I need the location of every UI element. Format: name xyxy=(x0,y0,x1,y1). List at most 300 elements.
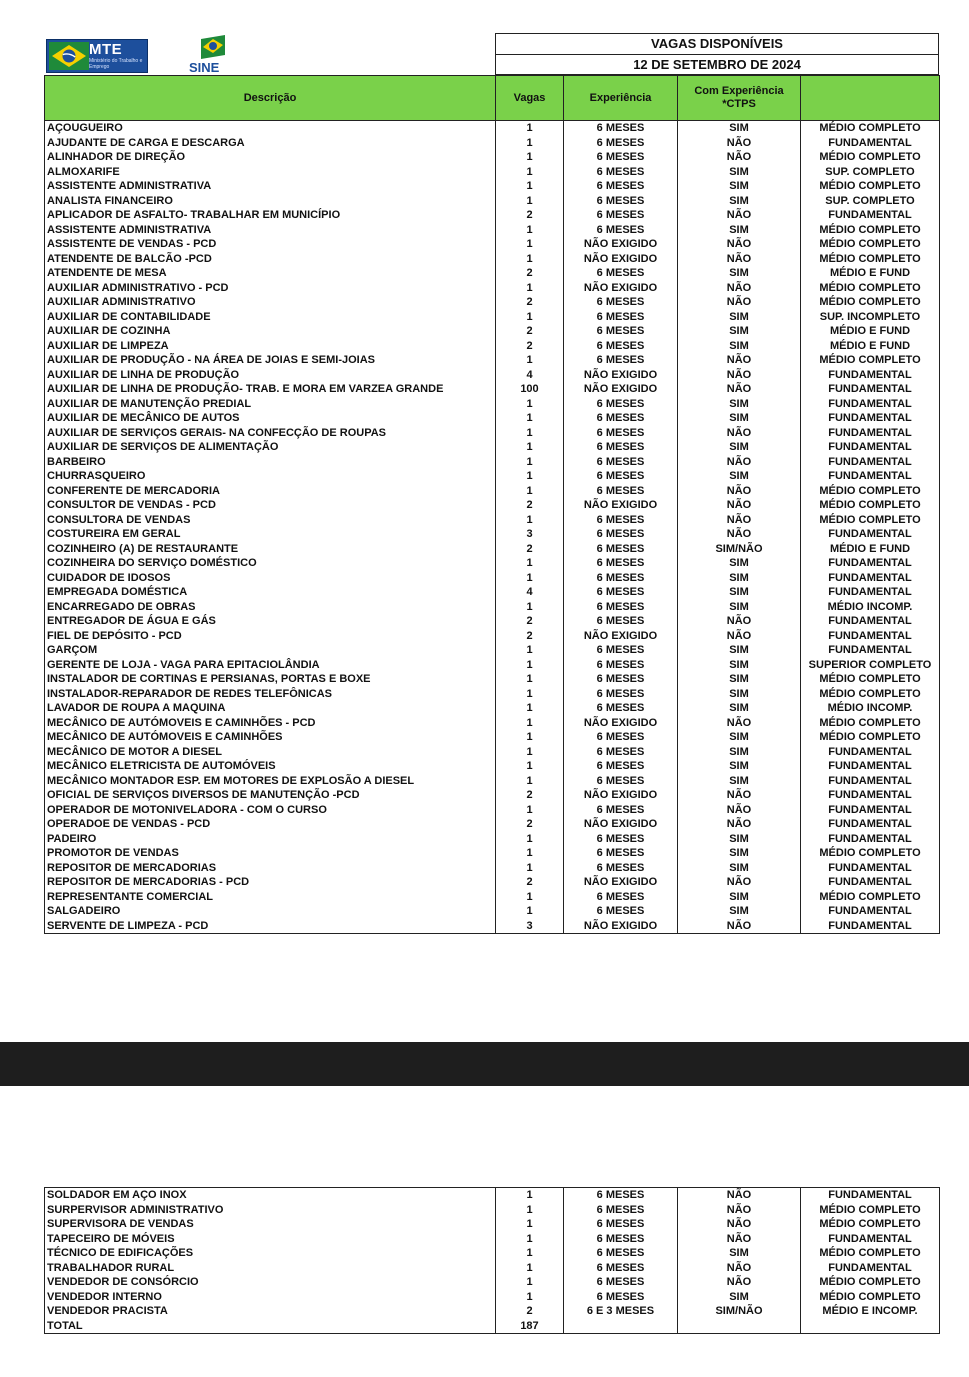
cell-experiencia: 6 MESES xyxy=(564,730,678,745)
cell-escolaridade: FUNDAMENTAL xyxy=(801,455,940,470)
cell-experiencia: 6 MESES xyxy=(564,585,678,600)
cell-vagas: 1 xyxy=(496,1275,564,1290)
cell-descricao: CONSULTORA DE VENDAS xyxy=(45,513,496,528)
table-row xyxy=(45,687,940,702)
cell-descricao: FIEL DE DEPÓSITO - PCD xyxy=(45,629,496,644)
cell-ctps: NÃO xyxy=(678,1188,801,1203)
cell-vagas: 1 xyxy=(496,411,564,426)
cell-vagas: 2 xyxy=(496,614,564,629)
cell-descricao: MECÂNICO DE AUTÓMOVEIS E CAMINHÕES - PCD xyxy=(45,716,496,731)
cell-descricao: ALINHADOR DE DIREÇÃO xyxy=(45,150,496,165)
cell-experiencia: 6 MESES xyxy=(564,266,678,281)
cell-escolaridade: MÉDIO COMPLETO xyxy=(801,252,940,267)
cell-descricao: ALMOXARIFE xyxy=(45,165,496,180)
cell-vagas: 4 xyxy=(496,368,564,383)
separator-band xyxy=(0,1042,969,1086)
cell-vagas: 1 xyxy=(496,846,564,861)
cell-escolaridade: FUNDAMENTAL xyxy=(801,1261,940,1276)
table-row xyxy=(45,295,940,310)
cell-descricao: SURPERVISOR ADMINISTRATIVO xyxy=(45,1203,496,1218)
cell-vagas: 1 xyxy=(496,745,564,760)
cell-ctps: NÃO xyxy=(678,803,801,818)
table-row xyxy=(45,701,940,716)
table-row xyxy=(45,556,940,571)
cell-escolaridade: MÉDIO COMPLETO xyxy=(801,281,940,296)
cell-descricao: SOLDADOR EM AÇO INOX xyxy=(45,1188,496,1203)
cell-experiencia: 6 MESES xyxy=(564,150,678,165)
cell-vagas: 1 xyxy=(496,469,564,484)
cell-experiencia xyxy=(564,1319,678,1334)
table-row xyxy=(45,875,940,890)
cell-experiencia: 6 MESES xyxy=(564,527,678,542)
cell-vagas: 1 xyxy=(496,1261,564,1276)
cell-vagas: 2 xyxy=(496,629,564,644)
table-row xyxy=(45,788,940,803)
cell-vagas: 1 xyxy=(496,150,564,165)
cell-ctps: SIM/NÃO xyxy=(678,1304,801,1319)
cell-escolaridade: FUNDAMENTAL xyxy=(801,1232,940,1247)
cell-experiencia: 6 MESES xyxy=(564,1203,678,1218)
cell-vagas: 1 xyxy=(496,571,564,586)
table-row xyxy=(45,440,940,455)
cell-ctps: SIM xyxy=(678,397,801,412)
cell-escolaridade: MÉDIO COMPLETO xyxy=(801,121,940,136)
cell-ctps: SIM xyxy=(678,165,801,180)
cell-ctps: NÃO xyxy=(678,484,801,499)
cell-experiencia: NÃO EXIGIDO xyxy=(564,817,678,832)
cell-vagas: 1 xyxy=(496,890,564,905)
cell-descricao: AUXILIAR DE MANUTENÇÃO PREDIAL xyxy=(45,397,496,412)
cell-vagas: 2 xyxy=(496,542,564,557)
cell-vagas: 1 xyxy=(496,672,564,687)
cell-escolaridade: MÉDIO COMPLETO xyxy=(801,223,940,238)
cell-vagas: 2 xyxy=(496,875,564,890)
table-row xyxy=(45,1275,940,1290)
cell-experiencia: NÃO EXIGIDO xyxy=(564,919,678,934)
cell-descricao: ANALISTA FINANCEIRO xyxy=(45,194,496,209)
cell-descricao: TRABALHADOR RURAL xyxy=(45,1261,496,1276)
cell-escolaridade: FUNDAMENTAL xyxy=(801,556,940,571)
cell-vagas: 1 xyxy=(496,426,564,441)
cell-descricao: COZINHEIRA DO SERVIÇO DOMÉSTICO xyxy=(45,556,496,571)
cell-ctps: SIM xyxy=(678,179,801,194)
cell-experiencia: NÃO EXIGIDO xyxy=(564,368,678,383)
cell-escolaridade: MÉDIO COMPLETO xyxy=(801,730,940,745)
cell-experiencia: 6 MESES xyxy=(564,1232,678,1247)
cell-descricao: EMPREGADA DOMÉSTICA xyxy=(45,585,496,600)
cell-vagas: 1 xyxy=(496,658,564,673)
cell-experiencia: NÃO EXIGIDO xyxy=(564,498,678,513)
cell-descricao: TÉCNICO DE EDIFICAÇÕES xyxy=(45,1246,496,1261)
table-row xyxy=(45,730,940,745)
cell-escolaridade: FUNDAMENTAL xyxy=(801,136,940,151)
table-row xyxy=(45,150,940,165)
cell-vagas: 2 xyxy=(496,295,564,310)
cell-descricao: REPRESENTANTE COMERCIAL xyxy=(45,890,496,905)
cell-experiencia: 6 MESES xyxy=(564,310,678,325)
cell-ctps: SIM xyxy=(678,324,801,339)
cell-ctps: NÃO xyxy=(678,295,801,310)
cell-experiencia: 6 MESES xyxy=(564,208,678,223)
cell-experiencia: 6 MESES xyxy=(564,803,678,818)
sine-logo-text: SINE xyxy=(189,60,220,75)
cell-experiencia: 6 MESES xyxy=(564,1188,678,1203)
cell-vagas: 1 xyxy=(496,832,564,847)
cell-ctps: NÃO xyxy=(678,788,801,803)
cell-experiencia: 6 MESES xyxy=(564,774,678,789)
cell-ctps: SIM xyxy=(678,846,801,861)
cell-ctps: SIM xyxy=(678,339,801,354)
cell-ctps: SIM xyxy=(678,687,801,702)
cell-descricao: AÇOUGUEIRO xyxy=(45,121,496,136)
table-row xyxy=(45,1319,940,1334)
cell-descricao: VENDEDOR PRACISTA xyxy=(45,1304,496,1319)
cell-escolaridade: MÉDIO COMPLETO xyxy=(801,513,940,528)
cell-vagas: 2 xyxy=(496,208,564,223)
cell-escolaridade: FUNDAMENTAL xyxy=(801,397,940,412)
brazil-flag-icon xyxy=(49,42,89,70)
cell-escolaridade: FUNDAMENTAL xyxy=(801,440,940,455)
table-row xyxy=(45,223,940,238)
cell-experiencia: 6 MESES xyxy=(564,643,678,658)
cell-vagas: 1 xyxy=(496,600,564,615)
cell-experiencia: 6 MESES xyxy=(564,484,678,499)
cell-experiencia: 6 MESES xyxy=(564,556,678,571)
cell-escolaridade: FUNDAMENTAL xyxy=(801,759,940,774)
cell-experiencia: 6 MESES xyxy=(564,223,678,238)
cell-ctps: SIM xyxy=(678,861,801,876)
table-row xyxy=(45,353,940,368)
cell-ctps: NÃO xyxy=(678,368,801,383)
cell-vagas: 1 xyxy=(496,455,564,470)
cell-vagas: 1 xyxy=(496,310,564,325)
cell-ctps: NÃO xyxy=(678,150,801,165)
table-row xyxy=(45,513,940,528)
cell-ctps: SIM xyxy=(678,774,801,789)
cell-ctps: SIM xyxy=(678,1246,801,1261)
table-row xyxy=(45,614,940,629)
cell-descricao: TOTAL xyxy=(45,1319,496,1334)
cell-ctps: NÃO xyxy=(678,716,801,731)
column-header-ctps: Com Experiência *CTPS xyxy=(678,76,801,121)
table-row xyxy=(45,527,940,542)
cell-vagas: 1 xyxy=(496,759,564,774)
cell-vagas: 1 xyxy=(496,1203,564,1218)
cell-escolaridade: FUNDAMENTAL xyxy=(801,629,940,644)
cell-experiencia: 6 MESES xyxy=(564,542,678,557)
table-row xyxy=(45,571,940,586)
cell-descricao: REPOSITOR DE MERCADORIAS - PCD xyxy=(45,875,496,890)
cell-escolaridade: FUNDAMENTAL xyxy=(801,919,940,934)
cell-experiencia: 6 MESES xyxy=(564,165,678,180)
cell-escolaridade: MÉDIO COMPLETO xyxy=(801,687,940,702)
cell-experiencia: 6 MESES xyxy=(564,1246,678,1261)
cell-vagas: 1 xyxy=(496,774,564,789)
cell-descricao: VENDEDOR INTERNO xyxy=(45,1290,496,1305)
cell-escolaridade: MÉDIO COMPLETO xyxy=(801,295,940,310)
cell-vagas: 1 xyxy=(496,136,564,151)
document-title: VAGAS DISPONÍVEIS xyxy=(651,36,783,51)
cell-escolaridade: MÉDIO COMPLETO xyxy=(801,1275,940,1290)
cell-experiencia: 6 MESES xyxy=(564,745,678,760)
table-row xyxy=(45,1261,940,1276)
cell-escolaridade: FUNDAMENTAL xyxy=(801,643,940,658)
cell-escolaridade: FUNDAMENTAL xyxy=(801,208,940,223)
cell-ctps: SIM xyxy=(678,672,801,687)
cell-vagas: 1 xyxy=(496,716,564,731)
cell-ctps: NÃO xyxy=(678,136,801,151)
table-row xyxy=(45,745,940,760)
cell-experiencia: 6 MESES xyxy=(564,469,678,484)
cell-ctps: SIM xyxy=(678,585,801,600)
cell-vagas: 2 xyxy=(496,1304,564,1319)
cell-vagas: 1 xyxy=(496,701,564,716)
cell-vagas: 1 xyxy=(496,730,564,745)
cell-escolaridade: MÉDIO COMPLETO xyxy=(801,672,940,687)
table-row xyxy=(45,1217,940,1232)
cell-descricao: ENCARREGADO DE OBRAS xyxy=(45,600,496,615)
cell-ctps: NÃO xyxy=(678,237,801,252)
cell-vagas: 1 xyxy=(496,484,564,499)
cell-experiencia: 6 MESES xyxy=(564,614,678,629)
cell-experiencia: 6 MESES xyxy=(564,759,678,774)
table-row xyxy=(45,237,940,252)
cell-descricao: BARBEIRO xyxy=(45,455,496,470)
cell-escolaridade: FUNDAMENTAL xyxy=(801,571,940,586)
cell-vagas: 100 xyxy=(496,382,564,397)
cell-descricao: AJUDANTE DE CARGA E DESCARGA xyxy=(45,136,496,151)
cell-vagas: 2 xyxy=(496,498,564,513)
cell-escolaridade: FUNDAMENTAL xyxy=(801,426,940,441)
cell-descricao: CONSULTOR DE VENDAS - PCD xyxy=(45,498,496,513)
cell-escolaridade: FUNDAMENTAL xyxy=(801,585,940,600)
cell-experiencia: 6 MESES xyxy=(564,672,678,687)
job-vacancies-table xyxy=(44,75,940,934)
cell-ctps: SIM xyxy=(678,730,801,745)
sine-logo xyxy=(189,35,233,75)
cell-escolaridade: SUPERIOR COMPLETO xyxy=(801,658,940,673)
cell-vagas: 3 xyxy=(496,919,564,934)
cell-experiencia: 6 MESES xyxy=(564,136,678,151)
table-body xyxy=(45,121,940,934)
cell-escolaridade: FUNDAMENTAL xyxy=(801,527,940,542)
table-row xyxy=(45,1203,940,1218)
cell-ctps: SIM xyxy=(678,832,801,847)
cell-vagas: 1 xyxy=(496,556,564,571)
cell-escolaridade: MÉDIO COMPLETO xyxy=(801,890,940,905)
cell-descricao: SALGADEIRO xyxy=(45,904,496,919)
cell-vagas: 1 xyxy=(496,252,564,267)
cell-escolaridade: FUNDAMENTAL xyxy=(801,469,940,484)
cell-experiencia: 6 MESES xyxy=(564,440,678,455)
cell-escolaridade: MÉDIO INCOMP. xyxy=(801,600,940,615)
cell-descricao: COSTUREIRA EM GERAL xyxy=(45,527,496,542)
cell-descricao: MECÂNICO DE MOTOR A DIESEL xyxy=(45,745,496,760)
cell-vagas: 3 xyxy=(496,527,564,542)
cell-ctps: SIM xyxy=(678,469,801,484)
cell-ctps: SIM xyxy=(678,600,801,615)
table-row xyxy=(45,136,940,151)
cell-descricao: AUXILIAR DE PRODUÇÃO - NA ÁREA DE JOIAS E SEMI-JOIAS xyxy=(45,353,496,368)
cell-descricao: TAPECEIRO DE MÓVEIS xyxy=(45,1232,496,1247)
cell-descricao: REPOSITOR DE MERCADORIAS xyxy=(45,861,496,876)
table-row xyxy=(45,861,940,876)
table-row xyxy=(45,455,940,470)
cell-escolaridade: FUNDAMENTAL xyxy=(801,904,940,919)
cell-ctps: SIM xyxy=(678,556,801,571)
cell-ctps: NÃO xyxy=(678,919,801,934)
column-header-experiencia: Experiência xyxy=(564,76,678,121)
cell-vagas: 2 xyxy=(496,788,564,803)
cell-descricao: INSTALADOR-REPARADOR DE REDES TELEFÔNICAS xyxy=(45,687,496,702)
table-row xyxy=(45,310,940,325)
cell-experiencia: 6 MESES xyxy=(564,455,678,470)
cell-escolaridade: MÉDIO COMPLETO xyxy=(801,353,940,368)
cell-descricao: COZINHEIRO (A) DE RESTAURANTE xyxy=(45,542,496,557)
table-row xyxy=(45,846,940,861)
table-row xyxy=(45,252,940,267)
cell-experiencia: 6 MESES xyxy=(564,179,678,194)
cell-escolaridade: MÉDIO E INCOMP. xyxy=(801,1304,940,1319)
cell-escolaridade: MÉDIO COMPLETO xyxy=(801,237,940,252)
table-row xyxy=(45,179,940,194)
cell-escolaridade: MÉDIO E FUND xyxy=(801,324,940,339)
table-row xyxy=(45,426,940,441)
cell-experiencia: 6 MESES xyxy=(564,832,678,847)
table-row xyxy=(45,1246,940,1261)
cell-vagas: 4 xyxy=(496,585,564,600)
cell-experiencia: 6 MESES xyxy=(564,295,678,310)
cell-descricao: AUXILIAR DE COZINHA xyxy=(45,324,496,339)
cell-ctps: SIM xyxy=(678,745,801,760)
cell-descricao: MECÂNICO DE AUTÓMOVEIS E CAMINHÕES xyxy=(45,730,496,745)
cell-descricao: AUXILIAR DE CONTABILIDADE xyxy=(45,310,496,325)
cell-experiencia: 6 MESES xyxy=(564,397,678,412)
table-row xyxy=(45,382,940,397)
cell-experiencia: 6 MESES xyxy=(564,861,678,876)
cell-ctps: SIM xyxy=(678,194,801,209)
cell-experiencia: 6 MESES xyxy=(564,890,678,905)
cell-vagas: 1 xyxy=(496,194,564,209)
table-row xyxy=(45,904,940,919)
cell-descricao: SERVENTE DE LIMPEZA - PCD xyxy=(45,919,496,934)
cell-vagas: 1 xyxy=(496,803,564,818)
cell-vagas: 1 xyxy=(496,237,564,252)
cell-vagas: 1 xyxy=(496,179,564,194)
cell-descricao: CONFERENTE DE MERCADORIA xyxy=(45,484,496,499)
cell-escolaridade: FUNDAMENTAL xyxy=(801,1188,940,1203)
cell-experiencia: NÃO EXIGIDO xyxy=(564,875,678,890)
cell-ctps: NÃO xyxy=(678,1261,801,1276)
cell-experiencia: 6 MESES xyxy=(564,339,678,354)
cell-experiencia: NÃO EXIGIDO xyxy=(564,788,678,803)
cell-descricao: AUXILIAR DE LINHA DE PRODUÇÃO- TRAB. E MORA EM VARZEA GRANDE xyxy=(45,382,496,397)
cell-escolaridade: FUNDAMENTAL xyxy=(801,614,940,629)
cell-descricao: AUXILIAR ADMINISTRATIVO xyxy=(45,295,496,310)
logo-area xyxy=(44,33,495,76)
cell-descricao: AUXILIAR DE LINHA DE PRODUÇÃO xyxy=(45,368,496,383)
mte-logo-text: MTE xyxy=(89,41,123,58)
cell-experiencia: 6 MESES xyxy=(564,353,678,368)
cell-experiencia: 6 MESES xyxy=(564,426,678,441)
cell-ctps: NÃO xyxy=(678,875,801,890)
cell-ctps: NÃO xyxy=(678,629,801,644)
cell-escolaridade: MÉDIO E FUND xyxy=(801,542,940,557)
cell-vagas: 1 xyxy=(496,397,564,412)
cell-descricao: AUXILIAR DE SERVIÇOS GERAIS- NA CONFECÇÃO DE ROUPAS xyxy=(45,426,496,441)
column-header-vagas: Vagas xyxy=(496,76,564,121)
table-row xyxy=(45,643,940,658)
table-row xyxy=(45,716,940,731)
cell-ctps: SIM xyxy=(678,759,801,774)
cell-descricao: LAVADOR DE ROUPA A MAQUINA xyxy=(45,701,496,716)
cell-descricao: AUXILIAR DE MECÂNICO DE AUTOS xyxy=(45,411,496,426)
cell-escolaridade: FUNDAMENTAL xyxy=(801,382,940,397)
cell-vagas: 1 xyxy=(496,1188,564,1203)
cell-vagas: 1 xyxy=(496,353,564,368)
cell-experiencia: 6 MESES xyxy=(564,904,678,919)
table-row xyxy=(45,629,940,644)
cell-vagas: 1 xyxy=(496,281,564,296)
cell-vagas: 1 xyxy=(496,121,564,136)
cell-descricao: INSTALADOR DE CORTINAS E PERSIANAS, PORTAS E BOXE xyxy=(45,672,496,687)
cell-vagas: 1 xyxy=(496,1232,564,1247)
cell-escolaridade: MÉDIO COMPLETO xyxy=(801,1246,940,1261)
cell-escolaridade: FUNDAMENTAL xyxy=(801,745,940,760)
cell-experiencia: 6 MESES xyxy=(564,600,678,615)
cell-vagas: 2 xyxy=(496,324,564,339)
cell-vagas: 1 xyxy=(496,1217,564,1232)
cell-descricao: VENDEDOR DE CONSÓRCIO xyxy=(45,1275,496,1290)
cell-descricao: MECÂNICO MONTADOR ESP. EM MOTORES DE EXPLOSÃO A DIESEL xyxy=(45,774,496,789)
cell-experiencia: NÃO EXIGIDO xyxy=(564,716,678,731)
cell-escolaridade: MÉDIO COMPLETO xyxy=(801,716,940,731)
cell-ctps: SIM xyxy=(678,701,801,716)
cell-escolaridade: FUNDAMENTAL xyxy=(801,774,940,789)
cell-ctps: SIM xyxy=(678,266,801,281)
column-header-escolaridade xyxy=(801,76,940,121)
job-vacancies-table-continued xyxy=(44,1187,940,1334)
cell-ctps: NÃO xyxy=(678,208,801,223)
cell-experiencia: 6 MESES xyxy=(564,1217,678,1232)
cell-ctps: SIM xyxy=(678,643,801,658)
cell-descricao: GARÇOM xyxy=(45,643,496,658)
cell-experiencia: 6 MESES xyxy=(564,1275,678,1290)
cell-vagas: 1 xyxy=(496,643,564,658)
cell-experiencia: 6 MESES xyxy=(564,121,678,136)
cell-descricao: GERENTE DE LOJA - VAGA PARA EPITACIOLÂNDIA xyxy=(45,658,496,673)
cell-escolaridade: SUP. INCOMPLETO xyxy=(801,310,940,325)
cell-escolaridade: MÉDIO COMPLETO xyxy=(801,1217,940,1232)
cell-ctps: NÃO xyxy=(678,426,801,441)
table-row xyxy=(45,324,940,339)
cell-ctps: SIM xyxy=(678,223,801,238)
document-date: 12 DE SETEMBRO DE 2024 xyxy=(496,54,938,75)
cell-escolaridade: MÉDIO COMPLETO xyxy=(801,1290,940,1305)
cell-vagas: 1 xyxy=(496,904,564,919)
table-row xyxy=(45,1290,940,1305)
cell-descricao: CUIDADOR DE IDOSOS xyxy=(45,571,496,586)
cell-escolaridade xyxy=(801,1319,940,1334)
cell-experiencia: 6 MESES xyxy=(564,411,678,426)
cell-ctps: SIM xyxy=(678,1290,801,1305)
cell-ctps: SIM xyxy=(678,904,801,919)
table-row xyxy=(45,658,940,673)
cell-ctps xyxy=(678,1319,801,1334)
cell-descricao: OPERADOE DE VENDAS - PCD xyxy=(45,817,496,832)
table-row xyxy=(45,1188,940,1203)
sine-flag-icon xyxy=(199,35,227,59)
